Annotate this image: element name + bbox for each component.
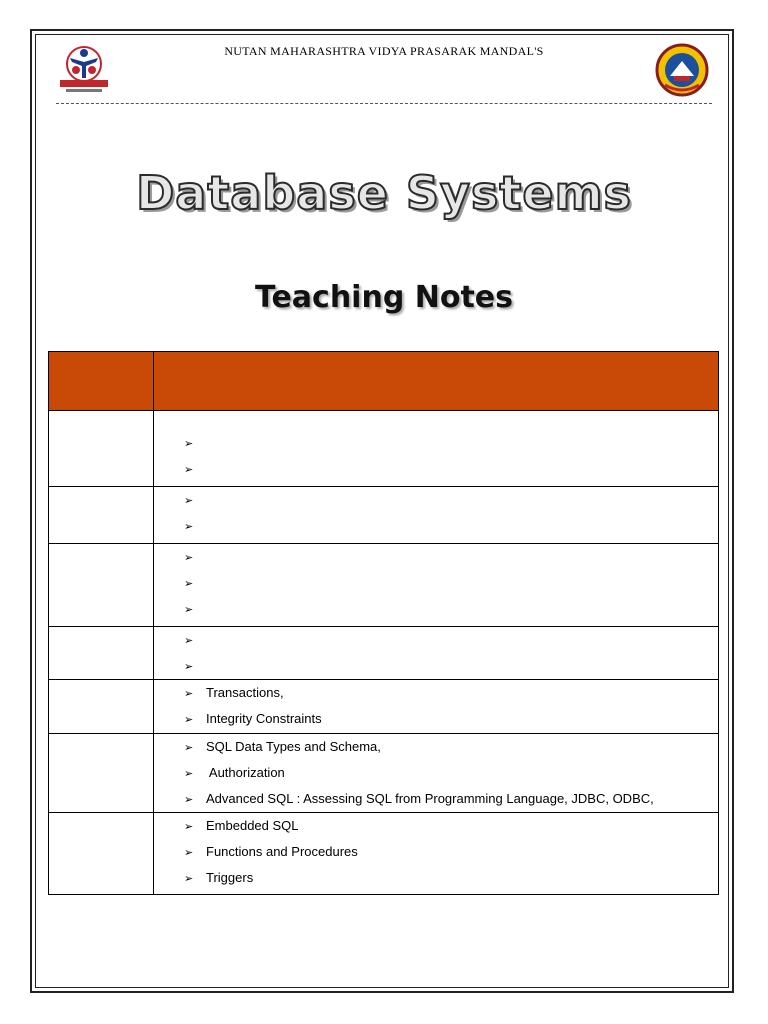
table-row — [49, 734, 719, 813]
arrow-bullet-icon: ➢ — [184, 604, 194, 616]
row-label-cell — [49, 544, 154, 627]
topics-cell — [154, 411, 719, 487]
topic-item — [154, 544, 718, 570]
topic-text: Transactions, — [206, 685, 284, 700]
topics-cell — [154, 734, 719, 813]
topic-item — [154, 513, 718, 539]
topic-item — [154, 627, 718, 653]
topic-item — [154, 456, 718, 482]
arrow-bullet-icon: ➢ — [184, 714, 194, 726]
topic-item — [154, 706, 718, 732]
topic-item — [154, 596, 718, 622]
topic-text: Authorization — [206, 765, 285, 780]
university-crest — [655, 43, 709, 97]
arrow-bullet-icon: ➢ — [184, 578, 194, 590]
arrow-bullet-icon: ➢ — [184, 821, 194, 833]
header-cell-left — [49, 352, 154, 411]
arrow-bullet-icon: ➢ — [184, 847, 194, 859]
topic-item — [154, 813, 718, 839]
table-row — [49, 813, 719, 895]
topics-cell — [154, 544, 719, 627]
arrow-bullet-icon: ➢ — [184, 438, 194, 450]
topic-item — [154, 570, 718, 596]
topics-cell — [154, 813, 719, 895]
topic-item — [154, 760, 718, 786]
row-label-cell — [49, 734, 154, 813]
topic-text: Advanced SQL : Assessing SQL from Programming Language, JDBC, ODBC, — [206, 791, 654, 806]
page-title: Database Systems — [136, 166, 632, 220]
topics-cell — [154, 680, 719, 734]
arrow-bullet-icon: ➢ — [184, 873, 194, 885]
topic-item — [154, 786, 718, 812]
topic-text: Functions and Procedures — [206, 844, 358, 859]
table-row — [49, 627, 719, 680]
table-row — [49, 487, 719, 544]
topic-item — [154, 680, 718, 706]
arrow-bullet-icon: ➢ — [184, 794, 194, 806]
table-row — [49, 544, 719, 627]
topics-cell — [154, 487, 719, 544]
institution-name: NUTAN MAHARASHTRA VIDYA PRASARAK MANDAL'S — [224, 44, 544, 58]
topic-item — [154, 865, 718, 891]
row-label-cell — [49, 627, 154, 680]
row-label-cell — [49, 487, 154, 544]
arrow-bullet-icon: ➢ — [184, 742, 194, 754]
topic-text: SQL Data Types and Schema, — [206, 739, 381, 754]
row-label-cell — [49, 680, 154, 734]
topic-text: Integrity Constraints — [206, 711, 322, 726]
row-label-cell — [49, 411, 154, 487]
topic-text: Triggers — [206, 870, 254, 885]
topics-cell — [154, 627, 719, 680]
arrow-bullet-icon: ➢ — [184, 661, 194, 673]
page-subtitle: Teaching Notes — [254, 280, 514, 315]
table-header-row — [49, 352, 719, 411]
teaching-notes-table — [48, 351, 719, 895]
topic-item — [154, 734, 718, 760]
arrow-bullet-icon: ➢ — [184, 768, 194, 780]
arrow-bullet-icon: ➢ — [184, 521, 194, 533]
arrow-bullet-icon: ➢ — [184, 552, 194, 564]
arrow-bullet-icon: ➢ — [184, 635, 194, 647]
row-label-cell — [49, 813, 154, 895]
table-row — [49, 411, 719, 487]
arrow-bullet-icon: ➢ — [184, 688, 194, 700]
header-divider — [56, 103, 712, 104]
topic-item — [154, 487, 718, 513]
header-cell-right — [154, 352, 719, 411]
arrow-bullet-icon: ➢ — [184, 464, 194, 476]
topic-item — [154, 653, 718, 679]
arrow-bullet-icon: ➢ — [184, 495, 194, 507]
topic-item — [154, 839, 718, 865]
table-row — [49, 680, 719, 734]
topic-text: Embedded SQL — [206, 818, 299, 833]
topic-item — [154, 430, 718, 456]
